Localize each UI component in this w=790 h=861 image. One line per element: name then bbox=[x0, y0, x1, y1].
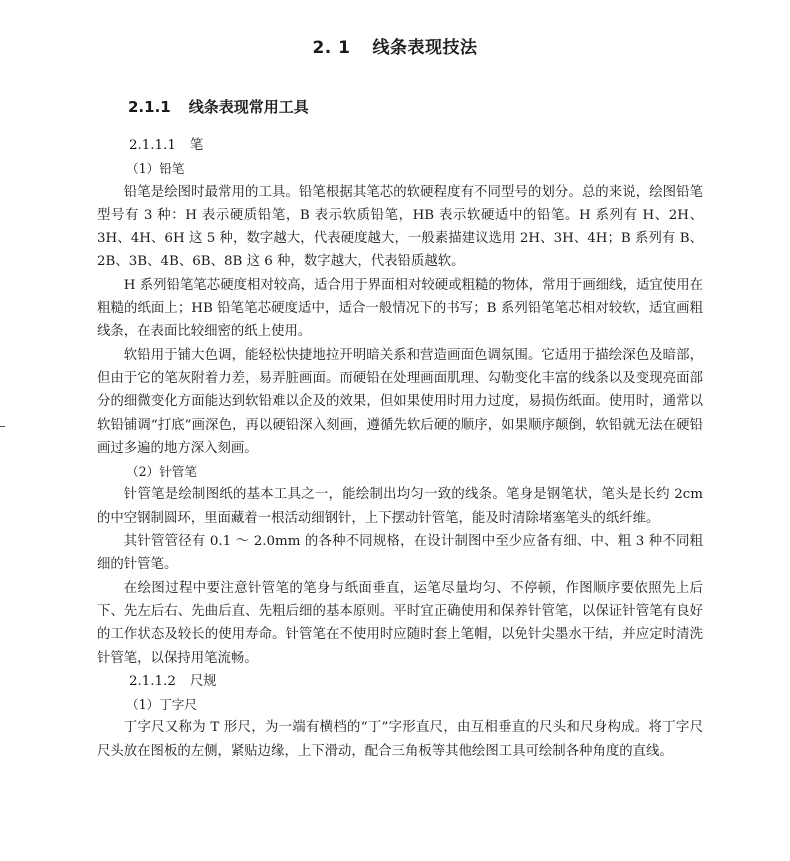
chapter-title-text: 线条表现技法 bbox=[372, 38, 478, 58]
item-heading-t-square: （1）丁字尺 bbox=[126, 697, 197, 713]
subsection-number: 2.1.1.1 bbox=[129, 138, 176, 153]
paragraph: 软铅用于铺大色调，能轻松快捷地拉开明暗关系和营造画面色调氛围。它适用于描绘深色及暗部，但由于它的笔灰附着力差，易弄脏画面。而硬铅在处理画面肌理、勾勒变化丰富的线条以及变现亮面部分的细微变化方面能达到软铅难以企及的效果，但如果使用时用力过度，易损伤纸面。使用时，通常以软铅铺调“打底”画深色，再以硬铅深入刻画，遵循先软后硬的顺序，如果顺序颠倒，软铅就无法在硬铅画过多遍的地方深入刻画。 bbox=[97, 347, 703, 456]
paragraph: 丁字尺又称为 T 形尺，为一端有横档的“丁”字形直尺，由互相垂直的尺头和尺身构成。将丁字尺尺头放在图板的左侧，紧贴边缘，上下滑动，配合三角板等其他绘图工具可绘制各种角度的直线。 bbox=[97, 720, 703, 759]
subsection-title: 笔 bbox=[189, 138, 204, 153]
paragraph: 在绘图过程中要注意针管笔的笔身与纸面垂直，运笔尽量均匀、不停顿，作图顺序要依照先上后下、先左后右、先曲后直、先粗后细的基本原则。平时宜正确使用和保养针管笔，以保证针管笔有良好的工作状态及较长的使用寿命。针管笔在不使用时应随时套上笔帽，以免针尖墨水干结，并应定时清洗针管笔，以保持用笔流畅。 bbox=[97, 580, 703, 666]
subsection-heading-pen bbox=[97, 134, 703, 157]
section-number: 2.1.1 bbox=[128, 98, 171, 116]
subsection-title: 尺规 bbox=[189, 673, 217, 689]
chapter-title bbox=[0, 33, 790, 58]
paragraph: 铅笔是绘图时最常用的工具。铅笔根据其笔芯的软硬程度有不同型号的划分。总的来说，绘图铅笔型号有 3 种：H 表示硬质铅笔，B 表示软质铅笔，HB 表示软硬适中的铅笔。H 系列有 H、2H、3H、4H、6H 这 5 种，数字越大，代表硬度越大，一般素描建议选用 2H、3H、4H；B 系列有 B、2B、3B、4B、6B、8B 这 6 种，数字越大，代表铅质越软。 bbox=[97, 184, 703, 270]
paragraph: 其针管管径有 0.1 ～ 2.0mm 的各种不同规格，在设计制图中至少应备有细、中、粗 3 种不同粗细的针管笔。 bbox=[97, 534, 703, 573]
chapter-number: 2. 1 bbox=[312, 38, 351, 58]
subsection-number: 2.1.1.2 bbox=[129, 673, 176, 689]
body-text bbox=[97, 134, 703, 763]
paragraph: 针管笔是绘制图纸的基本工具之一，能绘制出均匀一致的线条。笔身是钢笔状，笔头是长约 2cm 的中空钢制圆环，里面藏着一根活动细钢针，上下摆动针管笔，能及时清除堵塞笔头的纸纤维。 bbox=[97, 487, 703, 526]
section-title-text: 线条表现常用工具 bbox=[188, 98, 309, 116]
item-heading-needle-pen: （2）针管笔 bbox=[126, 464, 197, 480]
subsection-heading-ruler bbox=[97, 670, 703, 693]
margin-mark bbox=[0, 426, 5, 427]
section-title bbox=[128, 96, 309, 117]
paragraph: H 系列铅笔笔芯硬度相对较高，适合用于界面相对较硬或粗糙的物体，常用于画细线，适宜使用在粗糙的纸面上；HB 铅笔笔芯硬度适中，适合一般情况下的书写；B 系列铅笔笔芯相对较软，适宜画粗线条，在表面比较细密的纸上使用。 bbox=[97, 277, 703, 340]
item-heading-pencil: （1）铅笔 bbox=[126, 161, 185, 177]
